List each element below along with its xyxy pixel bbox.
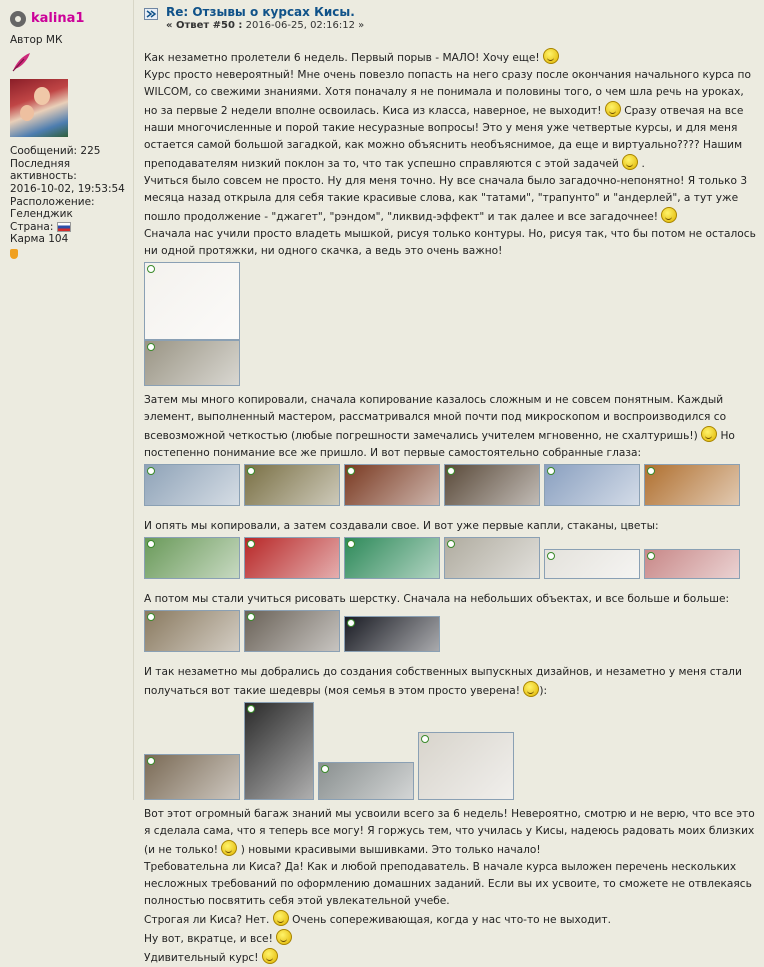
paragraph: Вот этот огромный багаж знаний мы усвоили всего за 6 недель! Невероятно, смотрю и не верю, что все это я сделала сама, что я теперь все могу! Я горжусь тем, что училась у Кисы, надеюсь радовать моих близких (и не только! (144, 808, 755, 856)
author-profile (10, 10, 128, 263)
image-thumbnail[interactable] (344, 537, 440, 579)
zoom-icon (421, 735, 429, 743)
last-activity: 2016-10-02, 19:53:54 (10, 182, 125, 195)
paragraph: ) новыми красивыми вышивками. Это только начало! (240, 844, 541, 856)
paragraph: Удивительный курс! (144, 952, 259, 964)
image-thumbnail[interactable] (344, 464, 440, 506)
image-thumbnail[interactable] (418, 732, 514, 800)
zoom-icon (247, 705, 255, 713)
paragraph: Курс просто невероятный! Мне очень повезло попасть на него сразу после окончания начального курса по WILCOM, со свежими знаниями. Хотя поначалу я не понимала и половины того, о чем шла речь на уроках, но за первые 2 недели вполне освоилась. Киса из класса, наверное, не выходит! (144, 69, 751, 117)
zoom-icon (447, 467, 455, 475)
thumb-row (144, 262, 756, 340)
smiley-icon (622, 154, 638, 170)
avatar (10, 79, 68, 137)
paragraph: Сразу отвечая на все наши многочисленные и порой такие несуразные вопросы! Это у меня уже четвертые курсы, и для меня остается самой большой загадкой, как можно объяснить необъяснимое, да еще и виртуально???? Нашим преподавателям низкий поклон за то, что так успешно справляются с этой задачей (144, 105, 744, 170)
column-divider (133, 0, 134, 800)
thumb-row (144, 464, 756, 506)
zoom-icon (547, 467, 555, 475)
zoom-icon (147, 467, 155, 475)
zoom-icon (347, 619, 355, 627)
russia-flag-icon (57, 222, 71, 232)
location: Геленджик (10, 208, 73, 221)
post-date: 2016-06-25, 02:16:12 » (245, 20, 365, 31)
paragraph: И так незаметно мы добрались до создания собственных выпускных дизайнов, и незаметно у меня стали получаться вот такие шедевры (моя семья в этом просто уверена! (144, 666, 742, 697)
zoom-icon (247, 540, 255, 548)
smiley-icon (701, 426, 717, 442)
smiley-icon (605, 101, 621, 117)
post-header (144, 5, 756, 31)
paragraph: Очень сопереживающая, когда у нас что-то не выходит. (292, 914, 611, 926)
zoom-icon (647, 552, 655, 560)
image-thumbnail[interactable] (544, 464, 640, 506)
image-thumbnail[interactable] (144, 610, 240, 652)
image-thumbnail[interactable] (544, 549, 640, 579)
post-body: Как незаметно пролетели 6 недель. Первый порыв - МАЛО! Хочу еще! Курс просто невероятный! Мне очень повезло попасть на него сразу после окончания начального курса по WILCOM, со свежими знаниями. Хотя поначалу я не понимала и половины того, о чем шла речь на уроках, но за первые 2 недели вполне освоилась. Киса из класса, наверное, не выходит! Сразу отвечая на все наши многочисленные и порой такие несуразные вопросы! Это у меня уже четвертые курсы, и для меня остается самой большой загадкой, как можно объяснить необъяснимое, да еще и виртуально???? Нашим преподавателям низкий поклон за то, что так успешно справляются с этой задачей . Учиться было совсем не просто. Ну для меня точно. Ну все сначала было загадочно-непонятно! Я только 3 месяца назад открыла для себя такие красивые слова, как "татами", "трапунто" и "андерлей", а тут уже пошло продолжение - "джагет", "рэндом", "ликвид-эффект" и так далее и все загадочнее! Сначала нас учили просто владеть мышкой, рисуя только контуры. Но, рисуя так, что бы потом не осталось ни одной протяжки, ни одного скачка, а ведь это очень важно! Затем мы много копировали, сначала копирование казалось сложным и не совсем понятным. Каждый элемент, выполненный мастером, рассматривался мной почти под микроскопом и воспроизводился со всевозможной четкостью (любые погрешности замечались учителем мгновенно, не схалтуришь!) Но постепенно понимание все же пришло. И вот первые самостоятельно собранные глаза: И опять мы копировали, а затем создавали свое. И вот уже первые капли, стаканы, цветы: А потом мы стали учиться рисовать шерстку. Сначала на небольших объектах, и все больше и больше: И так незаметно мы добрались до создания собственных выпускных дизайнов, и незаметно у меня стали получаться вот такие шедевры (моя семья в этом просто уверена! ): Вот этот огромный багаж знаний мы усвоили всего за 6 недель! Невероятно, смотрю и не верю, что все это я сделала сама, что я теперь все могу! Я горжусь тем, что училась у Кисы, надеюсь радовать моих близких (и не только! ) новыми красивыми вышивками. Это только начало! Требовательна ли Киса? Да! Как и любой преподаватель. В начале курса выложен перечень нескольких несложных требований по оформлению домашних заданий. Если вы их усвоите, то сможете не отвлекаясь полностью посвятить себя этой увлекательной учебе. Строгая ли Киса? Нет. Очень сопереживающая, когда у нас что-то не выходит. Ну вот, вкратце, и все! Удивительный курс! (144, 48, 756, 967)
smiley-icon (523, 681, 539, 697)
image-thumbnail[interactable] (444, 464, 540, 506)
zoom-icon (147, 757, 155, 765)
thumb-row (144, 340, 756, 386)
image-thumbnail[interactable] (318, 762, 414, 800)
image-thumbnail[interactable] (644, 549, 740, 579)
reply-number[interactable]: « Ответ #50 : (166, 20, 243, 31)
zoom-icon (247, 467, 255, 475)
image-thumbnail[interactable] (144, 340, 240, 386)
paragraph: Затем мы много копировали, сначала копирование казалось сложным и не совсем понятным. Каждый элемент, выполненный мастером, рассматривался мной почти под микроскопом и воспроизводился со всевозможной четкостью (любые погрешности замечались учителем мгновенно, не схалтуришь!) (144, 394, 727, 442)
image-thumbnail[interactable] (644, 464, 740, 506)
country-label: Страна: (10, 220, 54, 233)
karma: Карма 104 (10, 233, 69, 246)
posts-count: Сообщений: 225 (10, 145, 101, 158)
zoom-icon (347, 540, 355, 548)
author-stats (10, 145, 128, 262)
zoom-icon (321, 765, 329, 773)
location-label: Расположение: (10, 195, 95, 208)
karma-icon (10, 249, 18, 259)
post-content (144, 5, 756, 967)
author-rank: Автор МК (10, 34, 63, 46)
online-status-icon (10, 11, 26, 27)
image-thumbnail[interactable] (144, 537, 240, 579)
paragraph: А потом мы стали учиться рисовать шерстку. Сначала на небольших объектах, и все больше и больше: (144, 593, 730, 605)
paragraph: ): (539, 685, 548, 697)
image-thumbnail[interactable] (444, 537, 540, 579)
smiley-icon (221, 840, 237, 856)
paragraph: Строгая ли Киса? Нет. (144, 914, 270, 926)
zoom-icon (447, 540, 455, 548)
post-meta (166, 20, 364, 31)
smiley-icon (661, 207, 677, 223)
paragraph: Но постепенно понимание все же пришло. И вот первые самостоятельно собранные глаза: (144, 430, 735, 459)
zoom-icon (547, 552, 555, 560)
image-thumbnail[interactable] (244, 537, 340, 579)
country-row (10, 221, 128, 234)
last-activity-label: Последняя активность: (10, 157, 77, 183)
image-thumbnail[interactable] (144, 464, 240, 506)
paragraph: Сначала нас учили просто владеть мышкой, рисуя только контуры. Но, рисуя так, что бы потом не осталось ни одной протяжки, ни одного скачка, а ведь это очень важно! (144, 228, 756, 257)
paragraph: Учиться было совсем не просто. Ну для меня точно. Ну все сначала было загадочно-непонятно! Я только 3 месяца назад открыла для себя такие красивые слова, как "татами", "трапунто" и "андерлей", а тут уже пошло продолжение - "джагет", "рэндом", "ликвид-эффект" и так далее и все загадочнее! (144, 175, 748, 223)
paragraph: Как незаметно пролетели 6 недель. Первый порыв - МАЛО! Хочу еще! (144, 52, 540, 64)
thumb-row (144, 610, 756, 652)
zoom-icon (247, 613, 255, 621)
image-thumbnail[interactable] (144, 262, 240, 340)
smiley-icon (273, 910, 289, 926)
image-thumbnail[interactable] (144, 754, 240, 800)
image-thumbnail[interactable] (344, 616, 440, 652)
paragraph: Требовательна ли Киса? Да! Как и любой преподаватель. В начале курса выложен перечень нескольких несложных требований по оформлению домашних заданий. Если вы их усвоите, то сможете не отвлекаясь полностью посвятить себя этой увлекательной учебе. (144, 861, 752, 907)
image-thumbnail[interactable] (244, 610, 340, 652)
paragraph: И опять мы копировали, а затем создавали свое. И вот уже первые капли, стаканы, цветы: (144, 520, 659, 532)
feather-icon (10, 51, 32, 73)
smiley-icon (543, 48, 559, 64)
zoom-icon (147, 343, 155, 351)
thumb-row (144, 537, 756, 579)
paragraph: Ну вот, вкратце, и все! (144, 933, 273, 945)
author-username[interactable]: kalina1 (31, 10, 85, 26)
zoom-icon (647, 467, 655, 475)
zoom-icon (347, 467, 355, 475)
post-title[interactable]: Re: Отзывы о курсах Кисы. (166, 5, 355, 19)
image-thumbnail[interactable] (244, 464, 340, 506)
image-thumbnail[interactable] (244, 702, 314, 800)
zoom-icon (147, 613, 155, 621)
post-icon (144, 8, 158, 20)
thumb-row (144, 702, 756, 800)
zoom-icon (147, 265, 155, 273)
smiley-icon (262, 948, 278, 964)
smiley-icon (276, 929, 292, 945)
zoom-icon (147, 540, 155, 548)
